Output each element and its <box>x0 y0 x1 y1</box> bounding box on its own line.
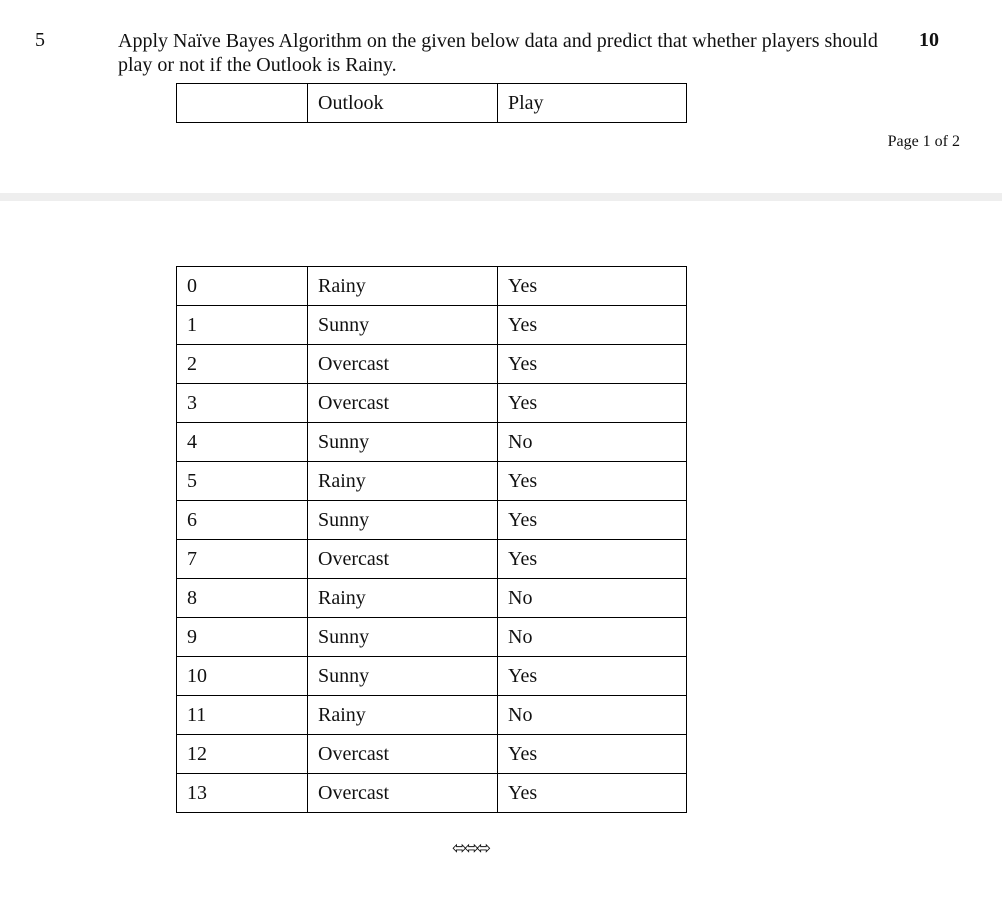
cell-index: 12 <box>177 735 308 774</box>
cell-play: No <box>498 618 687 657</box>
cell-play: Yes <box>498 462 687 501</box>
cell-play: Yes <box>498 345 687 384</box>
cell-index: 0 <box>177 267 308 306</box>
table-header-row <box>177 84 687 123</box>
table-row <box>177 345 687 384</box>
cell-play: Yes <box>498 384 687 423</box>
cell-index: 5 <box>177 462 308 501</box>
cell-play: Yes <box>498 735 687 774</box>
end-of-paper-marker: ⬄⬄⬄ <box>452 838 489 859</box>
cell-play: Yes <box>498 501 687 540</box>
cell-outlook: Rainy <box>308 579 498 618</box>
table-row <box>177 696 687 735</box>
table-row <box>177 306 687 345</box>
cell-index: 3 <box>177 384 308 423</box>
cell-outlook: Rainy <box>308 462 498 501</box>
cell-outlook: Overcast <box>308 735 498 774</box>
cell-index: 1 <box>177 306 308 345</box>
question-marks: 10 <box>919 29 939 51</box>
table-row <box>177 579 687 618</box>
table-row <box>177 501 687 540</box>
cell-outlook: Overcast <box>308 384 498 423</box>
header-cell-outlook: Outlook <box>308 84 498 123</box>
cell-index: 6 <box>177 501 308 540</box>
data-table-header <box>176 83 687 123</box>
cell-outlook: Sunny <box>308 657 498 696</box>
cell-play: No <box>498 423 687 462</box>
table-row <box>177 423 687 462</box>
header-cell-index <box>177 84 308 123</box>
table-row <box>177 462 687 501</box>
cell-outlook: Sunny <box>308 618 498 657</box>
cell-outlook: Sunny <box>308 306 498 345</box>
cell-index: 7 <box>177 540 308 579</box>
cell-outlook: Overcast <box>308 774 498 813</box>
table-row <box>177 774 687 813</box>
cell-outlook: Overcast <box>308 345 498 384</box>
cell-index: 4 <box>177 423 308 462</box>
cell-outlook: Rainy <box>308 696 498 735</box>
table-row <box>177 540 687 579</box>
header-cell-play: Play <box>498 84 687 123</box>
data-table-body <box>176 266 687 813</box>
cell-play: No <box>498 579 687 618</box>
cell-play: Yes <box>498 774 687 813</box>
cell-play: Yes <box>498 657 687 696</box>
cell-outlook: Overcast <box>308 540 498 579</box>
question-number: 5 <box>35 29 45 51</box>
cell-index: 11 <box>177 696 308 735</box>
cell-index: 9 <box>177 618 308 657</box>
cell-index: 10 <box>177 657 308 696</box>
cell-index: 2 <box>177 345 308 384</box>
table-row <box>177 657 687 696</box>
table-row <box>177 267 687 306</box>
cell-play: Yes <box>498 306 687 345</box>
cell-play: Yes <box>498 540 687 579</box>
cell-play: No <box>498 696 687 735</box>
cell-index: 13 <box>177 774 308 813</box>
cell-outlook: Rainy <box>308 267 498 306</box>
cell-index: 8 <box>177 579 308 618</box>
cell-outlook: Sunny <box>308 423 498 462</box>
cell-outlook: Sunny <box>308 501 498 540</box>
table-row <box>177 735 687 774</box>
question-text: Apply Naïve Bayes Algorithm on the given below data and predict that whether players should play or not if the Outlook is Rainy. <box>118 30 878 76</box>
table-row <box>177 618 687 657</box>
page-separator <box>0 193 1002 201</box>
page-indicator: Page 1 of 2 <box>887 133 960 150</box>
table-row <box>177 384 687 423</box>
cell-play: Yes <box>498 267 687 306</box>
